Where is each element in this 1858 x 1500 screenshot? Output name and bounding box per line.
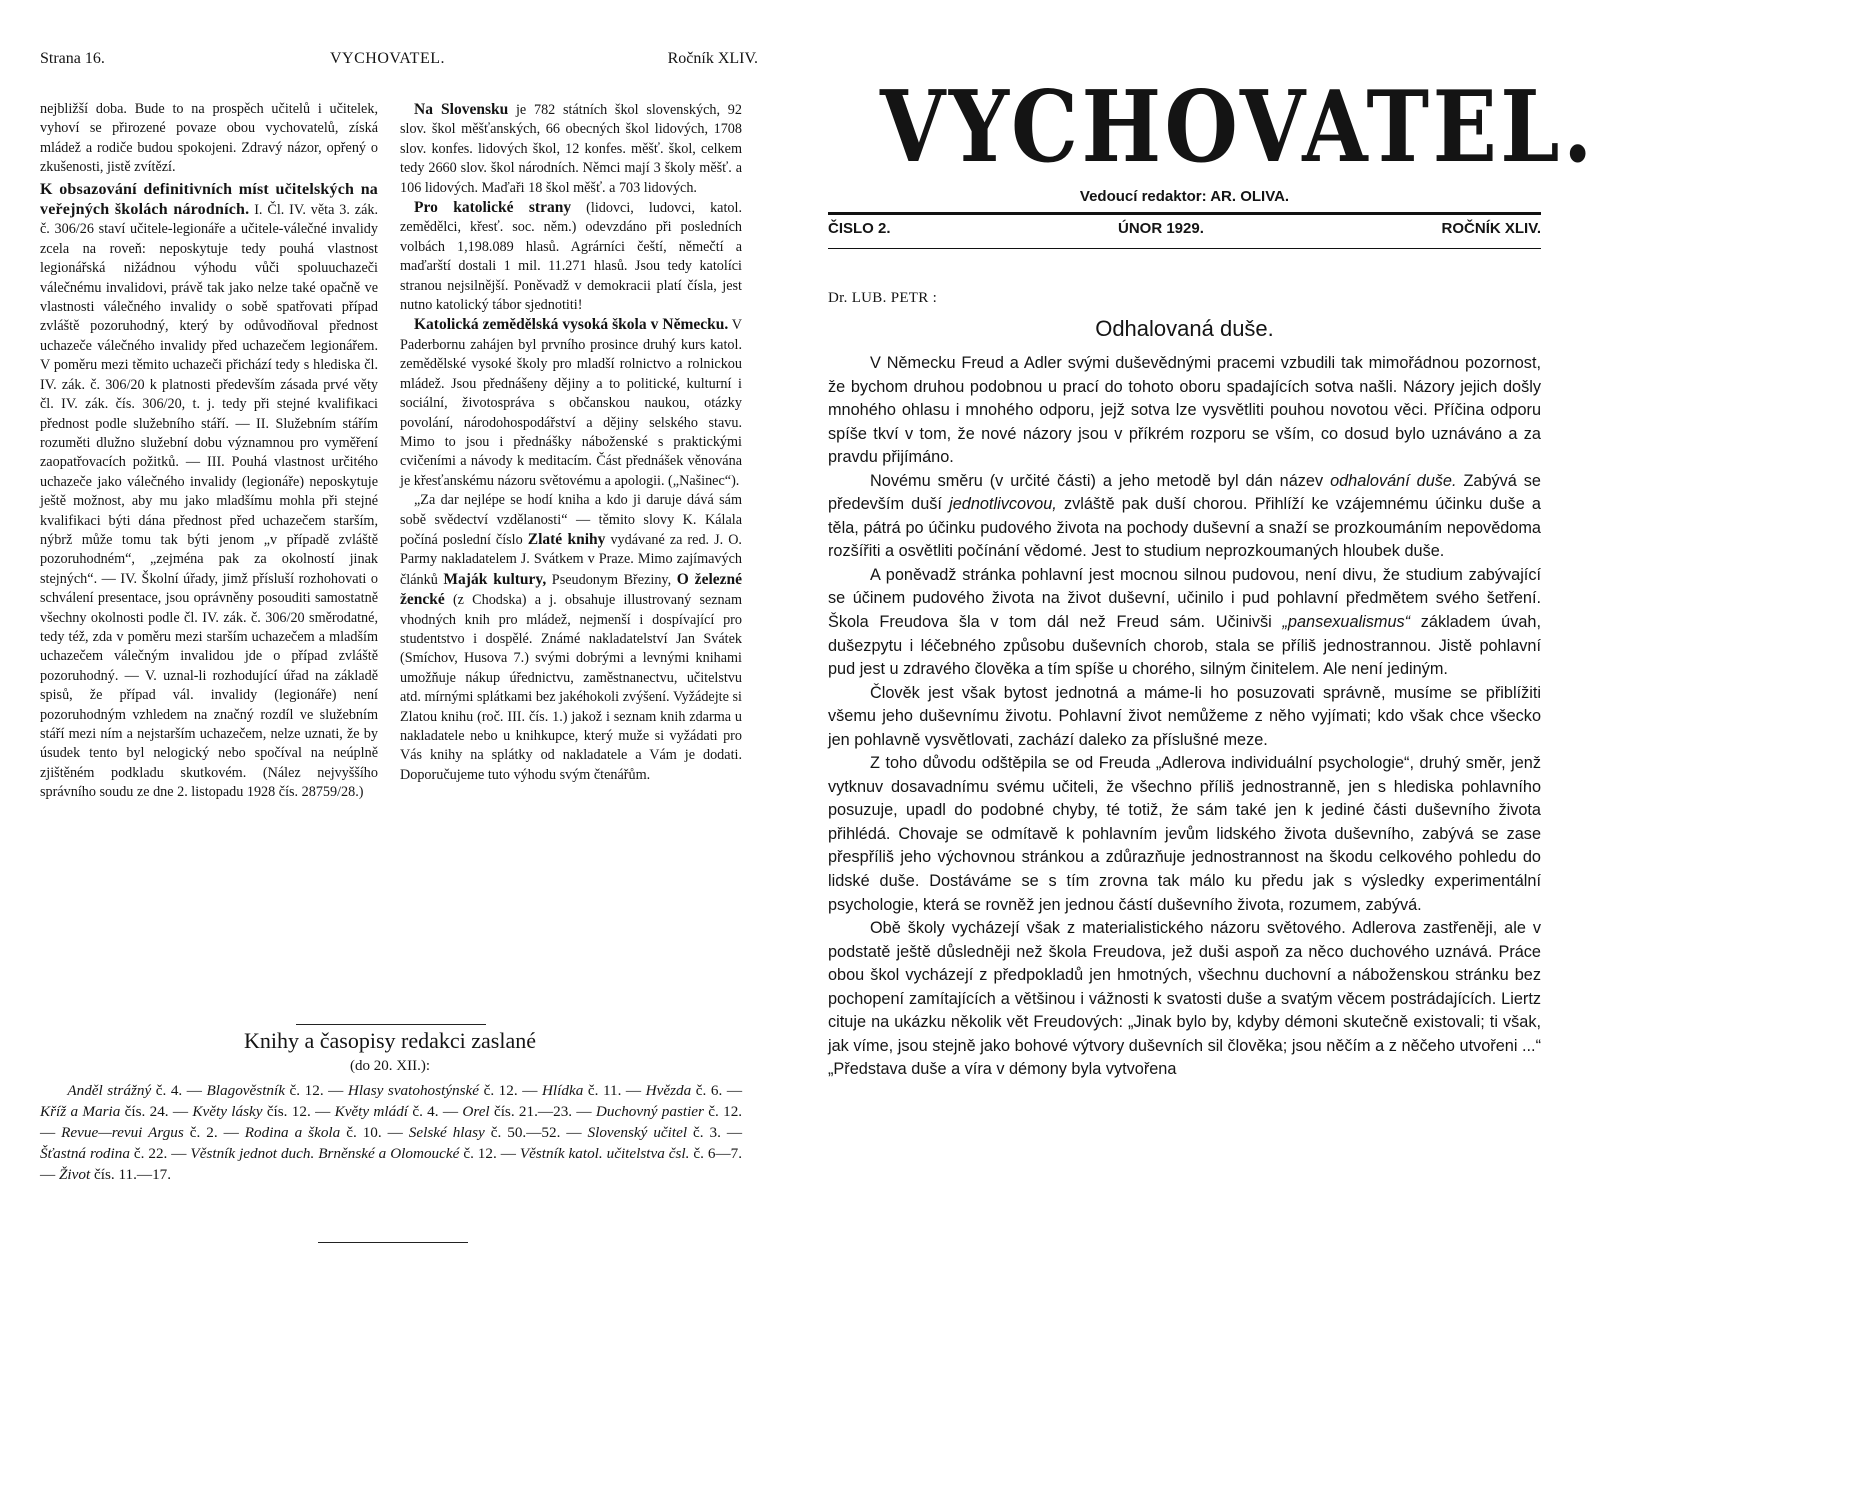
book-entry: Květy mládí č. 4. — — [334, 1103, 463, 1120]
catholic-parties-paragraph — [400, 198, 742, 315]
left-page — [0, 0, 770, 1280]
book-title: Hlasy svatohostýnské — [347, 1082, 480, 1099]
section-heading: K obsazování definitivních míst učitelských na veřejných školách národních. — [40, 180, 378, 219]
section-divider — [296, 1024, 486, 1025]
right-column — [400, 100, 742, 785]
editor-line: Vedoucí redaktor: AR. OLIVA. — [1079, 188, 1290, 205]
book-entry: Věstník katol. učitelstva čsl. č. 6—7. — — [40, 1145, 743, 1183]
received-books-list — [40, 1080, 742, 1185]
issue-volume: ROČNÍK XLIV. — [1441, 220, 1541, 237]
book-issue: č. 6. — [695, 1082, 723, 1099]
intro-paragraph: nejbližší doba. Bude to na prospěch učitelů i učitelek, vyhoví se přirozené povaze obou vychovatelů, získá mládež a rodiče budou spokojeni. Zdravý názor, opřený o zkušenosti, jistě zvítězí. — [40, 101, 378, 176]
book-issue: č. 11. — [587, 1082, 622, 1099]
book-issue: č. 12. — [463, 1145, 497, 1162]
book-issue: čís. 24. — [124, 1103, 169, 1120]
article-paragraph-4: Člověk jest však bytost jednotná a máme-li ho posuzovati správně, musíme se přiblížiti všemu jeho duševnímu životu. Pohlavní život nemůžeme z něho vyjímati; kdo však chce všecko jen pohlavně vysvětlovati, zachází daleko za příslušné meze. — [828, 683, 1541, 749]
book-issue: č. 10. — [346, 1124, 382, 1141]
agri-school-paragraph — [400, 315, 742, 491]
book-issue: čís. 21.—23. — [493, 1103, 573, 1120]
majak-kultury-title: Maják kultury, — [443, 570, 547, 588]
book-entry — [59, 1166, 171, 1183]
book-issue: čís. 12. — [266, 1103, 311, 1120]
appointment-notice-body: I. Čl. IV. věta 3. zák. č. 306/26 staví učitele-legionáře a učitele-válečné invalidy zcela na roveň: neposkytuje tedy pouhá vlastnost legionářská nižádnou výhodu vůči spoluuchazeči válečnému invalidovi, právě tak jako nelze také opačně ve vlastnosti válečného invalidy o sobě spatřovati případ zvláště pozoruhodný, který by odůvodňoval přednost uchazeče válečného invalidy před uchazečem legionářem. V poměru mezi těmito uchazeči přichází tedy s hlediska čl. IV. zák. č. 306/20 k platnosti především zásada prvé věty čl. IV. zák. čís. 306/20, t. j. tedy při stejné kvalifikaci přednost podle služebního stáří. — II. Služebním stářím rozuměti dlužno služební dobu významnou pro vyměření zaopatřovacích požitků. — III. Pouhá vlastnost určitého uchazeče jako válečného invalidy (legionáře) neposkytuje ještě možnost, aby mu jako mladšímu mohla při stejné kvalifikaci býti dána přednost před uchazečem starším, nýbrž může tomu tak býti jenom „v případě zvláště pozoruhodném“, „zejména pak za okolností jinak stejných“. — IV. Školní úřady, jimž přísluší rozhohovati o schválení presentace, jsou oprávněny posouditi samostatně všechny okolnosti podle čl. IV. zák. č. 306/20 směrodatné, tedy též, zda v poměru mezi starším uchazečem a mladším uchazečem válečným invalidou jde o případ zvláště pozoruhodný. — V. uznal-li rozhodující úřad na základě spisů, že případ vál. invalidy (legionáře) není pozoruhodným vzhledem na značný rozdíl ve služebním stáří mezi ním a nejstarším uchazečem, nelze uznati, že by úsudek tento byl nelogický nebo spočíval na neúplně zjištěném podkladu skutkovém. (Nález nejvyššího správního soudu ze dne 2. listopadu 1928 čís. 28759/28.) — [40, 202, 379, 801]
book-title: Věstník katol. učitelstva čsl. — [519, 1145, 690, 1162]
golden-book-text-a: „Za dar nejlépe se hodí kniha a kdo ji daruje dává sám sobě svědectví vzdělanosti“ — těmito slovy K. Kálala počíná poslední číslo — [400, 492, 742, 548]
book-entry: Rodina a škola č. 10. — — [244, 1124, 409, 1141]
book-entry: Kříž a Maria čís. 24. — — [40, 1103, 193, 1120]
book-entry: Květy lásky čís. 12. — — [192, 1103, 335, 1120]
agri-school-lead: Katolická zemědělská vysoká škola v Německu. — [414, 316, 729, 334]
book-issue: č. 3. — [693, 1124, 721, 1141]
book-issue: č. 12. — [708, 1103, 743, 1120]
book-entry: Věstník jednot duch. Brněnské a Olomoucké č. 12. — — [190, 1145, 520, 1162]
article-paragraph-5: Z toho důvodu odštěpila se od Freuda „Adlerova individuální psychologie“, druhý směr, jenž vytknuv dosavadnímu svému učiteli, že všechno příliš jednostranně, jen s hlediska pohlavního posuzuje, upadl do podobné chyby, té totiž, že sám také jen k jediné části duševního života přihlédá. Chovaje se odmítavě k pohlavním jevům lidského života duševního, zabývá se zase přespříliš jeho výchovnou stránkou a zdůrazňuje jednostrannost na škodu celkového pohledu do lidské duše. Dostáváme se s tím zrovna tak málo ku předu jak s výsledky experimentální psychologie, která se rovněž jen jednou částí duševního života, rozumem, zabývá. — [828, 754, 1541, 914]
book-issue: č. 50.—52. — [490, 1124, 561, 1141]
book-title: Revue—revui Argus — [61, 1124, 184, 1141]
running-header — [40, 50, 758, 74]
book-title: Blagověstník — [206, 1082, 285, 1099]
book-entry: Slovenský učitel č. 3. — — [587, 1124, 743, 1141]
book-issue: čís. 11.—17. — [94, 1166, 172, 1183]
book-entry: Hvězda č. 6. — — [645, 1082, 743, 1099]
slovakia-lead: Na Slovensku — [414, 101, 509, 118]
p3-text-b: základem úvah, dušezpytu i léčebného způsobu duševních chorob, stala se příliš jednostrannou. Jistě pohlavní pud jest u zdravého člověka a tím spíše u chorého, silným činitelem. Ale není jediným. — [828, 613, 1541, 679]
books-section-subtitle: (do 20. XII.): — [350, 1058, 430, 1074]
book-issue: č. 12. — [483, 1082, 518, 1099]
p2-text-b: Zabývá se především duší — [828, 471, 1541, 514]
p2-text-a: Novému směru (v určité části) a jeho metodě byl dán název — [870, 471, 1331, 490]
article-body — [828, 352, 1541, 1082]
book-entry: Duchovný pastier č. 12. — — [40, 1103, 743, 1141]
article-title: Odhalovaná duše. — [1095, 316, 1274, 341]
catholic-parties-text: (lidovci, ludovci, katol. zemědělci, křesť. soc. něm.) odevzdáno při posledních volbách 1,198.089 hlasů. Agrárníci čeští, němečtí a maďarští dostali 1 mil. 11.271 hlasů. Jsou tedy katolíci stranou nejsilnější. Poněvadž v demokracii platí čísla, jest nutno katolický tábor sjednotiti! — [400, 200, 742, 314]
book-entry: Selské hlasy č. 50.—52. — — [408, 1124, 588, 1141]
book-entry: Blagověstník č. 12. — — [206, 1082, 348, 1099]
article-paragraph-3 — [828, 564, 1541, 682]
book-title: Hlídka — [541, 1082, 584, 1099]
book-title: Hvězda — [645, 1082, 692, 1099]
book-issue: č. 22. — [133, 1145, 168, 1162]
article-paragraph-6: Obě školy vycházejí však z materialistického názoru světového. Adlerova zastřeněji, ale v podstatě ještě důsledněji než škola Freudova, jež duši aspoň za něco duchového uznává. Práce obou škol vycházejí z předpokladů jen hmotných, všechnu duchovní a náboženskou stránku bez pochopení zamítajících a většinou i vážnosti k svatosti duše a svatým věcem postrádajících. Liertz cituje na ukázku několik vět Freudových: „Jinak bylo by, kdyby démoni skutečně existovali; ti však, jak víme, jsou stejně jako bohové výtvory duševních sil člověka; jsou něčím a z něčeho utvořeni ...“ „Představa duše a víra v démony byla vytvořena — [828, 919, 1541, 1079]
article-paragraph-2 — [828, 470, 1541, 564]
book-entry: Hlídka č. 11. — — [541, 1082, 646, 1099]
slovakia-text: je 782 státních škol slovenských, 92 slov. škol měšťanských, 66 obecných škol lidových, 1708 slov. konfes. lidových škol, 12 konfes. měšť. škol, celkem tedy 2660 slov. škol národních. Němci mají 3 školy měšť. a 106 lidových. Maďaři 18 škol měšť. a 703 lidových. — [400, 102, 742, 196]
book-title: Šťastná rodina — [40, 1145, 130, 1162]
book-title: Anděl strážný — [67, 1082, 152, 1099]
books-section-title: Knihy a časopisy redakci zaslané — [244, 1028, 536, 1053]
book-entry: Šťastná rodina č. 22. — — [40, 1145, 191, 1162]
golden-book-text-e: (z Chodska) a j. obsahuje illustrovaný seznam vhodných knih pro mládež, nejmenší i dospívající pro studentstvo i dospělé. Známé nakladatelství Jan Svátek (Smíchov, Husova 7.) svými dobrými a levnými knihami umožňuje nákup úřednictvu, zaměstnanectvu, učitelstvu atd. mírnými splátkami bez jakéhokoli zvýšení. Vyžádejte si Zlatou knihu (roč. III. čís. 1.) jakož i seznam knih zdarma u nakladatele nebo u knihkupce, který muže si vyžádati pro Vás knihy na splátky od nakladatele a Vám je dodati. Doporučujeme tuto výhodu svým čtenářům. — [400, 592, 742, 783]
book-title: Kříž a Maria — [40, 1103, 121, 1120]
page-number: Strana 16. — [40, 50, 105, 67]
masthead-rule-top — [828, 212, 1541, 215]
golden-book-text-c: vydávané za red. J. O. Parmy nakladatelem J. Svátkem v Praze. Mimo zajímavých článků — [400, 531, 742, 588]
book-title: Věstník jednot duch. Brněnské a Olomoucké — [190, 1145, 460, 1162]
book-title: Orel — [462, 1103, 490, 1120]
issue-date: ÚNOR 1929. — [1118, 220, 1204, 237]
book-issue: č. 12. — [289, 1082, 324, 1099]
zelezne-zencke-title: O železné žencké — [400, 570, 743, 609]
right-page — [800, 0, 1596, 1280]
book-title: Slovenský učitel — [587, 1124, 688, 1141]
slovakia-paragraph — [400, 100, 742, 198]
book-title: Rodina a škola — [244, 1124, 341, 1141]
p2-italic-2: jednotlivcovou, — [949, 495, 1057, 514]
volume-label: Ročník XLIV. — [667, 50, 758, 67]
book-title: Květy lásky — [192, 1103, 263, 1120]
book-title: Selské hlasy — [408, 1124, 485, 1141]
book-title: Květy mládí — [334, 1103, 409, 1120]
p3-text-a: A poněvadž stránka pohlavní jest mocnou silnou pudovou, není divu, že studium zabývající se účinem pudového života na život duševní, učinilo i pud pohlavní předmětem svého šetření. Škola Freudova šla v tom dál než Freud sám. Učinivši — [828, 565, 1541, 632]
book-issue: č. 6—7. — [693, 1145, 743, 1162]
book-entry: Revue—revui Argus č. 2. — — [61, 1124, 245, 1141]
book-issue: č. 4. — [155, 1082, 183, 1099]
bottom-divider — [318, 1242, 468, 1243]
book-issue: č. 2. — [189, 1124, 218, 1141]
masthead-title: VYCHOVATEL. — [880, 70, 1596, 185]
p2-italic-1: odhalování duše. — [1330, 471, 1457, 490]
book-entry: Anděl strážný č. 4. — — [67, 1082, 207, 1099]
book-issue: č. 4. — [412, 1103, 439, 1120]
p2-text-c: zvláště pak duší chorou. Přihlíží ke vzájemnému účinku duše a těla, pátrá po účinku pudového života na pochody duševní a snaží se prozkoumáním nepovědoma rozšířiti a osvětliti počínání vědomé. Jest to studium neprozkoumaných hloubek duše. — [828, 495, 1541, 561]
journal-name: VYCHOVATEL. — [330, 50, 445, 67]
masthead-rule-bottom — [828, 248, 1541, 249]
left-column — [40, 100, 378, 803]
book-title: Život — [58, 1166, 91, 1183]
golden-book-title: Zlaté knihy — [527, 530, 606, 548]
catholic-parties-lead: Pro katolické strany — [414, 199, 572, 217]
book-entry: Hlasy svatohostýnské č. 12. — — [347, 1082, 542, 1099]
issue-number: ČISLO 2. — [828, 220, 891, 237]
book-entry: Orel čís. 21.—23. — — [462, 1103, 596, 1120]
article-paragraph-1: V Německu Freud a Adler svými duševědnými pracemi vzbudili tak mimořádnou pozornost, že bychom druhou podobnou u prací do tohoto oboru spadajících sotva našli. Názory jejich došly mnohého ohlasu i mnohého odporu, jejž sotva lze vysvětliti pouhou novotou věci. Příčina odporu spíše tkví v tom, že nové názory jsou v příkrém rozporu se vším, co dosud bylo uznáváno a za pravdu přijímáno. — [828, 354, 1541, 467]
agri-school-text: V Paderbornu zahájen byl prvního prosince druhý kurs katol. zemědělské vysoké školy pro mladší rolnictvo a rolnickou mládež. Jsou přednášeny dějiny a to politické, kulturní i sociální, životospráva s občanskou naukou, otázky povolání, národohospodářství a dějiny selského stavu. Mimo to jsou i přednášky náboženské s praktickými cvičeními a návody k meditacím. Část přednášek věnována je křesťanskému názoru světovému a apologii. („Našinec“). — [400, 317, 743, 489]
golden-book-paragraph — [400, 491, 742, 785]
book-title: Duchovný pastier — [595, 1103, 704, 1120]
golden-book-text-d: Pseudonym Březiny, — [546, 571, 677, 588]
issue-bar — [828, 220, 1541, 242]
article-author: Dr. LUB. PETR : — [828, 290, 938, 306]
p3-italic: „pansexualismus“ — [1282, 613, 1411, 632]
